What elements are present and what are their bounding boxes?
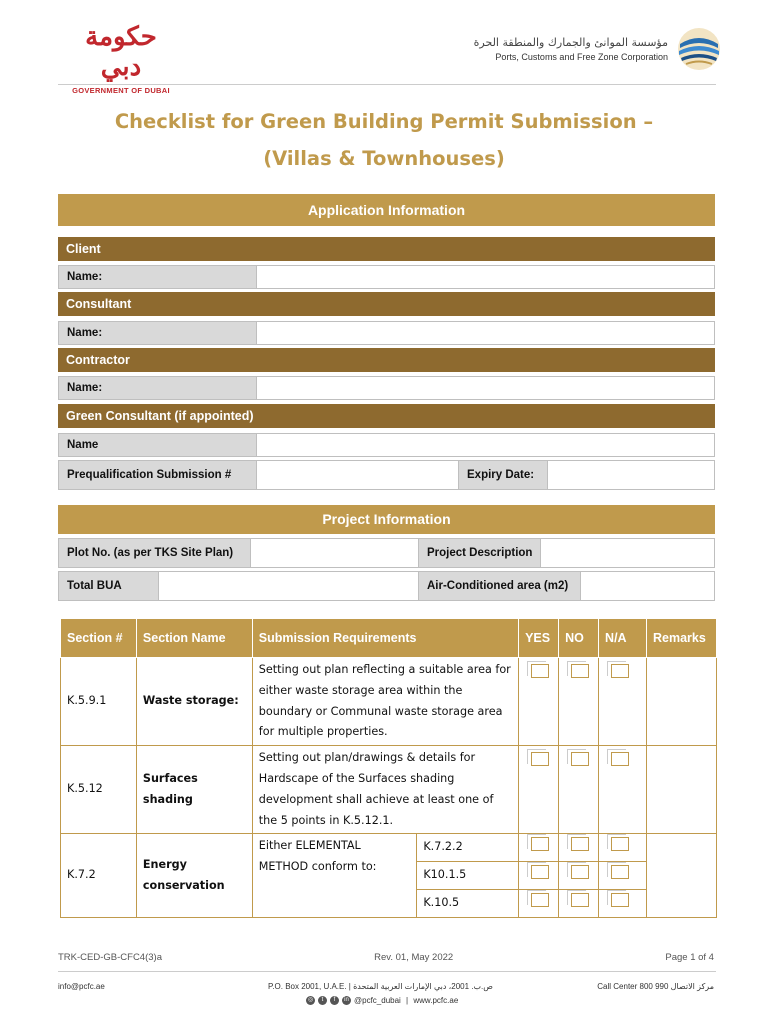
expiry-date-label: Expiry Date:	[459, 461, 548, 489]
yes-checkbox[interactable]	[531, 752, 549, 766]
project-info-heading: Project Information	[58, 505, 715, 534]
remarks-cell[interactable]	[646, 746, 716, 834]
document-subtitle: (Villas & Townhouses)	[263, 147, 505, 170]
sub-item-cell: K.7.2.2	[417, 834, 519, 862]
pcfc-name-english: Ports, Customs and Free Zone Corporation	[495, 52, 668, 62]
green-consultant-name-row	[58, 433, 715, 457]
footer-divider	[58, 971, 716, 972]
header-na: N/A	[599, 619, 647, 658]
client-name-row	[58, 265, 715, 289]
ac-area-field[interactable]	[581, 572, 714, 600]
no-cell	[559, 862, 599, 890]
section-number-cell: K.5.9.1	[61, 658, 137, 746]
na-checkbox[interactable]	[611, 865, 629, 879]
na-cell	[599, 862, 647, 890]
no-cell	[559, 658, 599, 746]
total-bua-label: Total BUA	[59, 572, 159, 600]
na-checkbox[interactable]	[611, 893, 629, 907]
consultant-name-field[interactable]	[257, 322, 714, 344]
no-cell	[559, 746, 599, 834]
ac-area-label: Air-Conditioned area (m2)	[419, 572, 581, 600]
remarks-cell[interactable]	[646, 658, 716, 746]
section-number-cell: K.5.12	[61, 746, 137, 834]
section-number-cell: K.7.2	[61, 834, 137, 918]
pcfc-name-arabic: مؤسسة الموانئ والجمارك والمنطقة الحرة	[473, 36, 668, 49]
expiry-date-field[interactable]	[548, 461, 714, 489]
plot-row	[58, 538, 715, 568]
prequalification-field[interactable]	[257, 461, 459, 489]
header-yes: YES	[519, 619, 559, 658]
no-checkbox[interactable]	[571, 664, 589, 678]
header-submission-requirements: Submission Requirements	[252, 619, 518, 658]
requirement-cell: Either ELEMENTAL METHOD conform to:	[252, 834, 417, 918]
instagram-icon[interactable]: ◎	[307, 997, 314, 1003]
table-row	[61, 834, 717, 862]
social-handle[interactable]: @pcfc_dubai	[354, 996, 401, 1005]
yes-cell	[519, 658, 559, 746]
header-no: NO	[559, 619, 599, 658]
checklist-table	[60, 618, 717, 918]
na-checkbox[interactable]	[611, 837, 629, 851]
contractor-name-label: Name:	[59, 377, 257, 399]
footer-website[interactable]: www.pcfc.ae	[413, 996, 459, 1005]
footer-address: P.O. Box 2001, U.A.E. | ص.ب. 2001، دبي الإمارات العربية المتحدة	[268, 982, 493, 991]
client-name-label: Name:	[59, 266, 257, 288]
yes-cell	[519, 746, 559, 834]
gov-logo-english: GOVERNMENT OF DUBAI	[72, 86, 170, 95]
yes-cell	[519, 889, 559, 917]
no-checkbox[interactable]	[571, 752, 589, 766]
section-name-cell: Waste storage:	[136, 658, 252, 746]
yes-checkbox[interactable]	[531, 893, 549, 907]
remarks-cell[interactable]	[646, 834, 716, 918]
yes-checkbox[interactable]	[531, 865, 549, 879]
no-checkbox[interactable]	[571, 865, 589, 879]
prequalification-label: Prequalification Submission #	[59, 461, 257, 489]
no-cell	[559, 834, 599, 862]
footer-email[interactable]: info@pcfc.ae	[58, 982, 105, 991]
na-checkbox[interactable]	[611, 752, 629, 766]
checklist-header-row	[61, 619, 717, 658]
bua-row	[58, 571, 715, 601]
section-name-cell: Surfaces shading	[136, 746, 252, 834]
header-section-number: Section #	[61, 619, 137, 658]
table-row	[61, 658, 717, 746]
facebook-icon[interactable]: f	[330, 996, 339, 1005]
contractor-name-field[interactable]	[257, 377, 714, 399]
na-cell	[599, 658, 647, 746]
yes-cell	[519, 834, 559, 862]
green-consultant-section-heading: Green Consultant (if appointed)	[58, 404, 715, 428]
yes-checkbox[interactable]	[531, 837, 549, 851]
consultant-name-label: Name:	[59, 322, 257, 344]
footer-call-center: Call Center 800 990 مركز الاتصال	[597, 982, 714, 991]
document-code: TRK-CED-GB-CFC4(3)a	[58, 952, 162, 963]
yes-cell	[519, 862, 559, 890]
footer-meta	[58, 952, 714, 963]
total-bua-field[interactable]	[159, 572, 419, 600]
consultant-name-row	[58, 321, 715, 345]
footer-separator: |	[403, 996, 411, 1005]
no-checkbox[interactable]	[571, 837, 589, 851]
no-cell	[559, 889, 599, 917]
application-info-heading: Application Information	[58, 194, 715, 226]
requirement-cell: Setting out plan reflecting a suitable area for either waste storage area within the boundary or Communal waste storage area for multiple properties.	[252, 658, 518, 746]
section-name-cell: Energy conservation	[136, 834, 252, 918]
no-checkbox[interactable]	[571, 893, 589, 907]
na-cell	[599, 746, 647, 834]
revision-label: Rev. 01, May 2022	[374, 952, 454, 963]
requirement-cell: Setting out plan/drawings & details for Hardscape of the Surfaces shading development shall achieve at least one of the 5 points in K.5.12.1.	[252, 746, 518, 834]
project-description-label: Project Description	[419, 539, 541, 567]
header-remarks: Remarks	[646, 619, 716, 658]
plot-no-field[interactable]	[251, 539, 419, 567]
na-cell	[599, 889, 647, 917]
consultant-section-heading: Consultant	[58, 292, 715, 316]
green-consultant-name-field[interactable]	[257, 434, 714, 456]
project-description-field[interactable]	[541, 539, 714, 567]
header-section-name: Section Name	[136, 619, 252, 658]
twitter-icon[interactable]: t	[318, 996, 327, 1005]
document-title: Checklist for Green Building Permit Submission –	[114, 110, 654, 133]
client-section-heading: Client	[58, 237, 715, 261]
green-consultant-name-label: Name	[59, 434, 257, 456]
plot-no-label: Plot No. (as per TKS Site Plan)	[59, 539, 251, 567]
linkedin-icon[interactable]: in	[342, 996, 351, 1005]
gov-logo-arabic: حكومة دبي	[85, 22, 157, 82]
footer-social-row	[306, 996, 458, 1005]
client-name-field[interactable]	[257, 266, 714, 288]
page-number: Page 1 of 4	[665, 952, 714, 963]
table-row	[61, 746, 717, 834]
prequalification-row	[58, 460, 715, 490]
sub-item-cell: K.10.5	[417, 889, 519, 917]
yes-checkbox[interactable]	[531, 664, 549, 678]
header-divider	[58, 84, 716, 85]
pcfc-globe-icon	[676, 26, 722, 72]
pcfc-logo	[474, 26, 722, 72]
na-checkbox[interactable]	[611, 664, 629, 678]
na-cell	[599, 834, 647, 862]
sub-item-cell: K10.1.5	[417, 862, 519, 890]
contractor-name-row	[58, 376, 715, 400]
contractor-section-heading: Contractor	[58, 348, 715, 372]
